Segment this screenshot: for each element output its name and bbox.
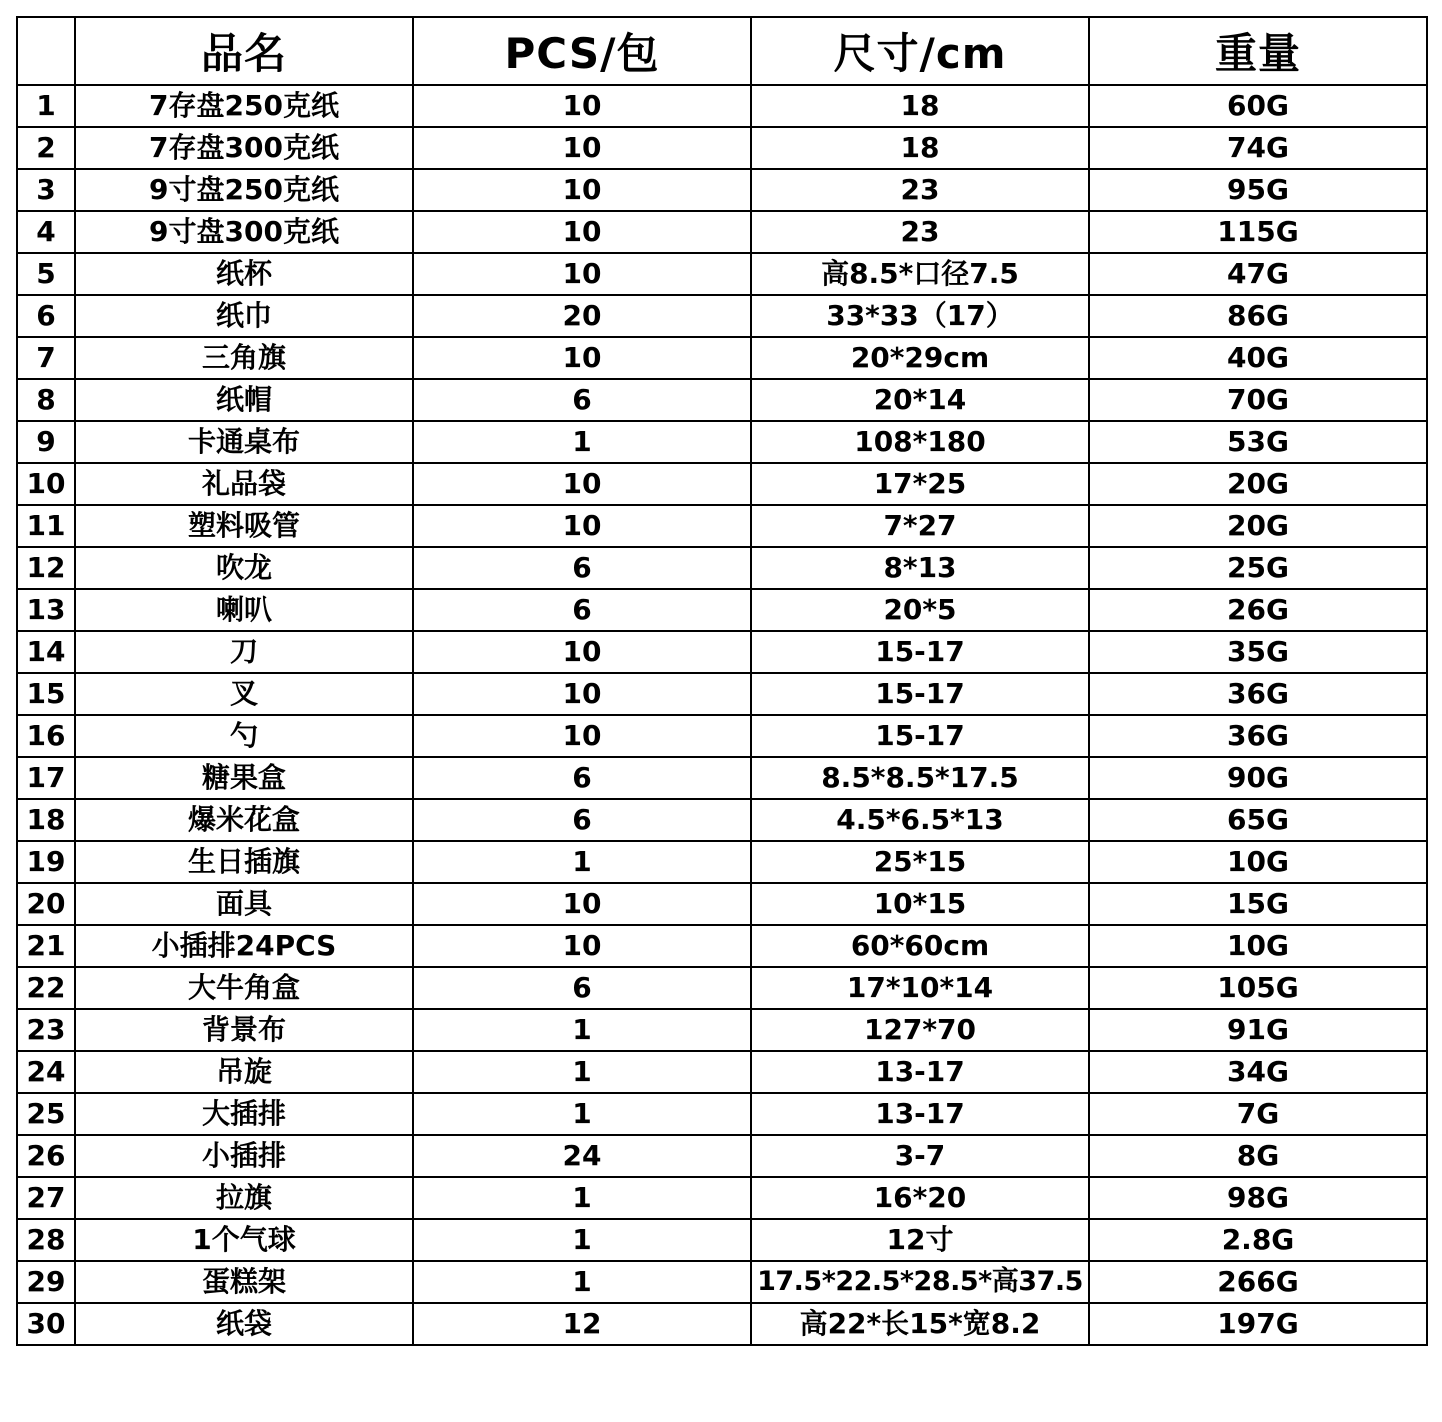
pcs-per-pack-cell: 6 <box>413 799 751 841</box>
table-row <box>17 883 1427 925</box>
weight-cell: 35G <box>1089 631 1427 673</box>
pcs-per-pack-cell: 10 <box>413 505 751 547</box>
product-name-cell: 7存盘300克纸 <box>75 127 413 169</box>
weight-cell: 10G <box>1089 925 1427 967</box>
row-index-cell: 8 <box>17 379 75 421</box>
pcs-per-pack-cell: 6 <box>413 757 751 799</box>
weight-cell: 98G <box>1089 1177 1427 1219</box>
size-cm-cell: 20*14 <box>751 379 1089 421</box>
header-name: 品名 <box>75 17 413 85</box>
size-cm-cell: 25*15 <box>751 841 1089 883</box>
pcs-per-pack-cell: 1 <box>413 1261 751 1303</box>
pcs-per-pack-cell: 10 <box>413 925 751 967</box>
weight-cell: 34G <box>1089 1051 1427 1093</box>
table-row <box>17 673 1427 715</box>
product-name-cell: 爆米花盒 <box>75 799 413 841</box>
table-row <box>17 505 1427 547</box>
weight-cell: 20G <box>1089 463 1427 505</box>
product-name-cell: 9寸盘300克纸 <box>75 211 413 253</box>
pcs-per-pack-cell: 24 <box>413 1135 751 1177</box>
pcs-per-pack-cell: 10 <box>413 673 751 715</box>
size-cm-cell: 18 <box>751 85 1089 127</box>
product-name-cell: 纸杯 <box>75 253 413 295</box>
product-name-cell: 1个气球 <box>75 1219 413 1261</box>
header-size: 尺寸/cm <box>751 17 1089 85</box>
header-weight: 重量 <box>1089 17 1427 85</box>
table-row <box>17 715 1427 757</box>
pcs-per-pack-cell: 10 <box>413 715 751 757</box>
product-name-cell: 吊旋 <box>75 1051 413 1093</box>
table-row <box>17 1177 1427 1219</box>
header-pcs: PCS/包 <box>413 17 751 85</box>
header-row <box>17 17 1427 85</box>
pcs-per-pack-cell: 10 <box>413 127 751 169</box>
product-name-cell: 纸袋 <box>75 1303 413 1345</box>
table-row <box>17 1219 1427 1261</box>
pcs-per-pack-cell: 6 <box>413 967 751 1009</box>
size-cm-cell: 13-17 <box>751 1051 1089 1093</box>
weight-cell: 86G <box>1089 295 1427 337</box>
size-cm-cell: 108*180 <box>751 421 1089 463</box>
pcs-per-pack-cell: 1 <box>413 841 751 883</box>
row-index-cell: 22 <box>17 967 75 1009</box>
table-row <box>17 547 1427 589</box>
table-row <box>17 169 1427 211</box>
size-cm-cell: 33*33（17） <box>751 295 1089 337</box>
size-cm-cell: 13-17 <box>751 1093 1089 1135</box>
weight-cell: 95G <box>1089 169 1427 211</box>
size-cm-cell: 17*10*14 <box>751 967 1089 1009</box>
size-cm-cell: 3-7 <box>751 1135 1089 1177</box>
row-index-cell: 28 <box>17 1219 75 1261</box>
pcs-per-pack-cell: 10 <box>413 337 751 379</box>
pcs-per-pack-cell: 10 <box>413 463 751 505</box>
weight-cell: 36G <box>1089 715 1427 757</box>
row-index-cell: 11 <box>17 505 75 547</box>
weight-cell: 115G <box>1089 211 1427 253</box>
product-name-cell: 塑料吸管 <box>75 505 413 547</box>
weight-cell: 8G <box>1089 1135 1427 1177</box>
table-row <box>17 295 1427 337</box>
product-name-cell: 纸帽 <box>75 379 413 421</box>
weight-cell: 25G <box>1089 547 1427 589</box>
product-name-cell: 9寸盘250克纸 <box>75 169 413 211</box>
product-name-cell: 7存盘250克纸 <box>75 85 413 127</box>
product-name-cell: 卡通桌布 <box>75 421 413 463</box>
product-name-cell: 小插排 <box>75 1135 413 1177</box>
pcs-per-pack-cell: 10 <box>413 253 751 295</box>
table-row <box>17 1303 1427 1345</box>
pcs-per-pack-cell: 1 <box>413 1051 751 1093</box>
product-name-cell: 吹龙 <box>75 547 413 589</box>
row-index-cell: 15 <box>17 673 75 715</box>
weight-cell: 2.8G <box>1089 1219 1427 1261</box>
size-cm-cell: 17.5*22.5*28.5*高37.5 <box>751 1261 1089 1303</box>
size-cm-cell: 4.5*6.5*13 <box>751 799 1089 841</box>
table-header <box>17 17 1427 85</box>
size-cm-cell: 10*15 <box>751 883 1089 925</box>
row-index-cell: 20 <box>17 883 75 925</box>
size-cm-cell: 15-17 <box>751 631 1089 673</box>
size-cm-cell: 23 <box>751 211 1089 253</box>
header-index <box>17 17 75 85</box>
product-name-cell: 生日插旗 <box>75 841 413 883</box>
row-index-cell: 10 <box>17 463 75 505</box>
table-row <box>17 967 1427 1009</box>
row-index-cell: 3 <box>17 169 75 211</box>
pcs-per-pack-cell: 1 <box>413 1093 751 1135</box>
product-name-cell: 三角旗 <box>75 337 413 379</box>
row-index-cell: 1 <box>17 85 75 127</box>
weight-cell: 197G <box>1089 1303 1427 1345</box>
size-cm-cell: 8*13 <box>751 547 1089 589</box>
row-index-cell: 6 <box>17 295 75 337</box>
pcs-per-pack-cell: 1 <box>413 1009 751 1051</box>
weight-cell: 15G <box>1089 883 1427 925</box>
weight-cell: 65G <box>1089 799 1427 841</box>
table-row <box>17 589 1427 631</box>
row-index-cell: 12 <box>17 547 75 589</box>
size-cm-cell: 高22*长15*宽8.2 <box>751 1303 1089 1345</box>
pcs-per-pack-cell: 20 <box>413 295 751 337</box>
row-index-cell: 27 <box>17 1177 75 1219</box>
size-cm-cell: 60*60cm <box>751 925 1089 967</box>
row-index-cell: 21 <box>17 925 75 967</box>
size-cm-cell: 20*5 <box>751 589 1089 631</box>
row-index-cell: 9 <box>17 421 75 463</box>
product-name-cell: 大牛角盒 <box>75 967 413 1009</box>
product-name-cell: 叉 <box>75 673 413 715</box>
product-name-cell: 拉旗 <box>75 1177 413 1219</box>
size-cm-cell: 127*70 <box>751 1009 1089 1051</box>
weight-cell: 26G <box>1089 589 1427 631</box>
size-cm-cell: 17*25 <box>751 463 1089 505</box>
row-index-cell: 19 <box>17 841 75 883</box>
pcs-per-pack-cell: 10 <box>413 169 751 211</box>
product-name-cell: 面具 <box>75 883 413 925</box>
row-index-cell: 23 <box>17 1009 75 1051</box>
weight-cell: 20G <box>1089 505 1427 547</box>
table-row <box>17 337 1427 379</box>
size-cm-cell: 7*27 <box>751 505 1089 547</box>
table-row <box>17 631 1427 673</box>
pcs-per-pack-cell: 6 <box>413 379 751 421</box>
size-cm-cell: 16*20 <box>751 1177 1089 1219</box>
pcs-per-pack-cell: 1 <box>413 421 751 463</box>
size-cm-cell: 23 <box>751 169 1089 211</box>
table-row <box>17 757 1427 799</box>
weight-cell: 40G <box>1089 337 1427 379</box>
size-cm-cell: 8.5*8.5*17.5 <box>751 757 1089 799</box>
size-cm-cell: 15-17 <box>751 715 1089 757</box>
pcs-per-pack-cell: 6 <box>413 547 751 589</box>
row-index-cell: 25 <box>17 1093 75 1135</box>
product-name-cell: 蛋糕架 <box>75 1261 413 1303</box>
weight-cell: 105G <box>1089 967 1427 1009</box>
pcs-per-pack-cell: 10 <box>413 883 751 925</box>
weight-cell: 47G <box>1089 253 1427 295</box>
size-cm-cell: 12寸 <box>751 1219 1089 1261</box>
table-row <box>17 421 1427 463</box>
table-row <box>17 925 1427 967</box>
table-row <box>17 1135 1427 1177</box>
size-cm-cell: 20*29cm <box>751 337 1089 379</box>
table-row <box>17 1093 1427 1135</box>
table-body <box>17 85 1427 1345</box>
pcs-per-pack-cell: 1 <box>413 1219 751 1261</box>
weight-cell: 74G <box>1089 127 1427 169</box>
product-name-cell: 勺 <box>75 715 413 757</box>
table-row <box>17 1051 1427 1093</box>
weight-cell: 90G <box>1089 757 1427 799</box>
pcs-per-pack-cell: 12 <box>413 1303 751 1345</box>
row-index-cell: 26 <box>17 1135 75 1177</box>
row-index-cell: 13 <box>17 589 75 631</box>
row-index-cell: 5 <box>17 253 75 295</box>
product-name-cell: 大插排 <box>75 1093 413 1135</box>
size-cm-cell: 15-17 <box>751 673 1089 715</box>
table-row <box>17 127 1427 169</box>
product-name-cell: 刀 <box>75 631 413 673</box>
size-cm-cell: 18 <box>751 127 1089 169</box>
row-index-cell: 30 <box>17 1303 75 1345</box>
table-row <box>17 841 1427 883</box>
table-row <box>17 85 1427 127</box>
table-row <box>17 799 1427 841</box>
table-row <box>17 379 1427 421</box>
product-name-cell: 礼品袋 <box>75 463 413 505</box>
weight-cell: 91G <box>1089 1009 1427 1051</box>
product-name-cell: 小插排24PCS <box>75 925 413 967</box>
product-name-cell: 纸巾 <box>75 295 413 337</box>
row-index-cell: 24 <box>17 1051 75 1093</box>
row-index-cell: 29 <box>17 1261 75 1303</box>
weight-cell: 7G <box>1089 1093 1427 1135</box>
product-name-cell: 喇叭 <box>75 589 413 631</box>
pcs-per-pack-cell: 6 <box>413 589 751 631</box>
weight-cell: 70G <box>1089 379 1427 421</box>
row-index-cell: 4 <box>17 211 75 253</box>
weight-cell: 60G <box>1089 85 1427 127</box>
weight-cell: 36G <box>1089 673 1427 715</box>
table-row <box>17 211 1427 253</box>
product-name-cell: 糖果盒 <box>75 757 413 799</box>
row-index-cell: 16 <box>17 715 75 757</box>
pcs-per-pack-cell: 10 <box>413 211 751 253</box>
table-row <box>17 1009 1427 1051</box>
row-index-cell: 18 <box>17 799 75 841</box>
weight-cell: 53G <box>1089 421 1427 463</box>
table-row <box>17 463 1427 505</box>
size-cm-cell: 高8.5*口径7.5 <box>751 253 1089 295</box>
row-index-cell: 17 <box>17 757 75 799</box>
row-index-cell: 2 <box>17 127 75 169</box>
pcs-per-pack-cell: 10 <box>413 631 751 673</box>
pcs-per-pack-cell: 10 <box>413 85 751 127</box>
table-row <box>17 1261 1427 1303</box>
product-table <box>16 16 1428 1346</box>
row-index-cell: 14 <box>17 631 75 673</box>
product-name-cell: 背景布 <box>75 1009 413 1051</box>
table-row <box>17 253 1427 295</box>
pcs-per-pack-cell: 1 <box>413 1177 751 1219</box>
weight-cell: 10G <box>1089 841 1427 883</box>
row-index-cell: 7 <box>17 337 75 379</box>
product-spec-sheet <box>16 16 1426 1346</box>
weight-cell: 266G <box>1089 1261 1427 1303</box>
